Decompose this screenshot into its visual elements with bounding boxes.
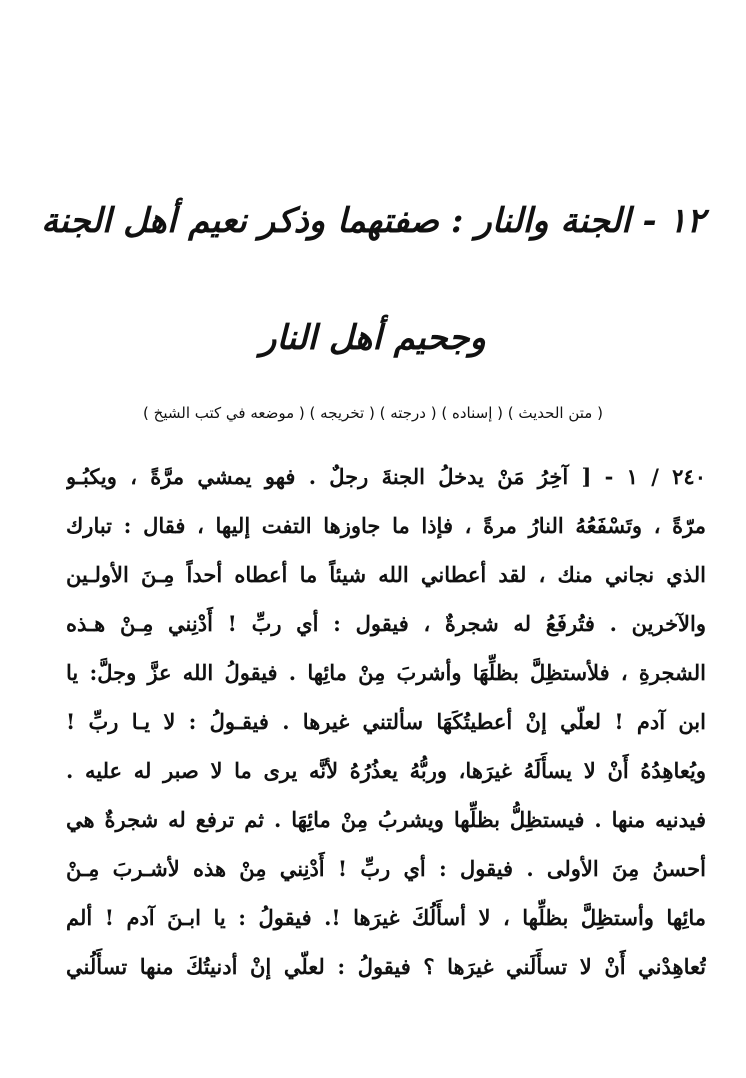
text-line: ويُعاهِدُهُ أَنْ لا يسأَلَهُ غيرَها، وربُّهُ يعذُرُهُ لأنَّه يرى ما لا صبر له عليه .: [66, 758, 706, 783]
text-line: فيدنيه منها . فيستظِلُّ بظلِّها ويشربُ مِنْ مائِهَا . ثم ترفع له شجرةٌ هي: [66, 807, 706, 832]
text-line: الذي نجاني منك ، لقد أعطاني الله شيئاً ما أعطاه أحداً مِـنَ الأولـين: [66, 562, 706, 587]
text-line: مائِها وأستظِلَّ بظلِّها ، لا أسأَلُكَ غيرَها !. فيقولُ : يا ابـنَ آدم ! ألم: [66, 905, 706, 930]
columns-legend: ( متن الحديث ) ( إسناده ) ( درجته ) ( تخريجه ) ( موضعه في كتب الشيخ ): [143, 404, 603, 422]
text-line: ٢٤٠ / ١ - [ آخِرُ مَنْ يدخلُ الجنةَ رجلٌ . فهو يمشي مرَّةً ، ويكبُـو: [66, 464, 706, 489]
text-line: تُعاهِدْني أَنْ لا تسأَلَني غيرَها ؟ فيقولُ : لعلّي إنْ أدنيتُكَ منها تسأَلُني: [66, 954, 706, 979]
chapter-title-continuation: وجحيم أهل النار: [260, 318, 486, 358]
text-line: الشجرةِ ، فلأستظِلَّ بظلِّهَا وأشربَ مِنْ مائِها . فيقولُ الله عزَّ وجلَّ: يا: [66, 660, 706, 685]
text-line: أحسنُ مِنَ الأولى . فيقول : أي ربِّ ! أَدْنِني مِنْ هذه لأشـربَ مِـنْ: [66, 856, 706, 881]
hadith-text: [66, 452, 706, 991]
text-line: مرّةً ، وتَسْفَعُهُ النارُ مرةً ، فإذا ما جاوزها التفت إليها ، فقال : تبارك: [66, 513, 706, 538]
text-line: ابن آدم ! لعلّي إنْ أعطيتُكَهَا سألتني غيرها . فيقـولُ : لا يـا ربِّ !: [66, 709, 706, 734]
chapter-title: ١٢ - الجنة والنار : صفتهما وذكر نعيم أهل الجنة: [41, 201, 705, 241]
text-line: والآخرين . فتُرفَعُ له شجرةٌ ، فيقول : أي ربِّ ! أَدْنِني مِـنْ هـذه: [66, 611, 706, 636]
